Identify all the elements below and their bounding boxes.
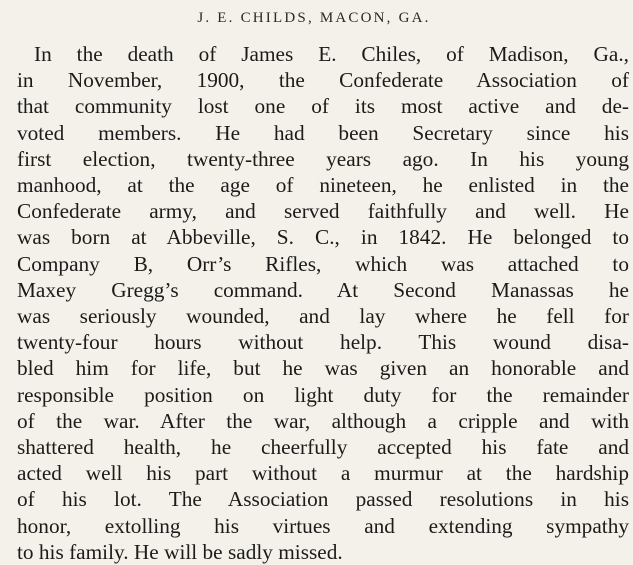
article-body (17, 41, 629, 565)
body-line: that community lost one of its most active and de- (17, 94, 629, 119)
body-line: responsible position on light duty for the remainder (17, 382, 629, 407)
body-line: In the death of James E. Chiles, of Madison, Ga., (34, 42, 629, 66)
body-line: twenty-four hours without help. This wound disa- (17, 330, 629, 355)
body-line: was seriously wounded, and lay where he fell for (17, 304, 629, 329)
body-line: manhood, at the age of nineteen, he enlisted in the (17, 173, 629, 198)
body-line: of his lot. The Association passed resolutions in his (17, 487, 629, 512)
body-line: Maxey Gregg’s command. At Second Manassas he (17, 277, 629, 302)
body-line: in November, 1900, the Confederate Association of (17, 68, 629, 93)
body-line: of the war. After the war, although a cripple and with (17, 408, 629, 433)
body-line: was born at Abbeville, S. C., in 1842. He belonged to (17, 225, 629, 250)
body-line: shattered health, he cheerfully accepted his fate and (17, 435, 629, 460)
body-line: bled him for life, but he was given an honorable and (17, 356, 629, 381)
body-line: honor, extolling his virtues and extending sympathy (17, 513, 629, 538)
body-line: Company B, Orr’s Rifles, which was attached to (17, 251, 629, 276)
body-line: to his family. He will be sadly missed. (17, 539, 343, 564)
article-byline: J. E. CHILDS, MACON, GA. (197, 10, 431, 26)
body-line: acted well his part without a murmur at the hardship (17, 461, 629, 486)
body-line: Confederate army, and served faithfully and well. He (17, 199, 629, 224)
body-line: first election, twenty-three years ago. In his young (17, 146, 629, 171)
body-line: voted members. He had been Secretary since his (17, 120, 629, 145)
